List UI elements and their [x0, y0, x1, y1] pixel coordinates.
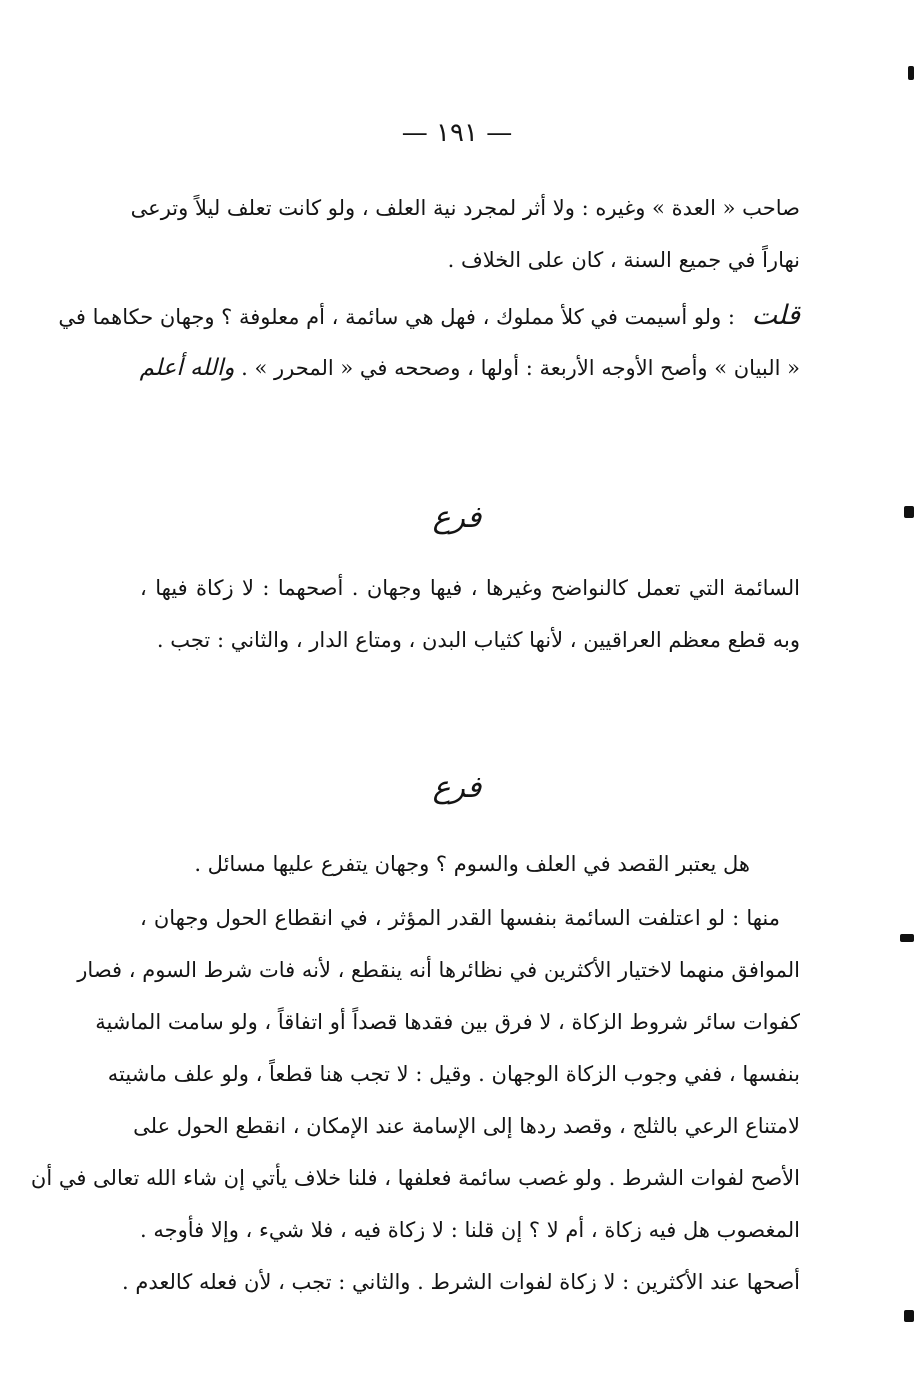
text-segment: : ولو أسيمت في كلأ مملوك ، فهل هي سائمة ، أم معلوفة ؟ وجهان حكاهما في: [58, 305, 742, 329]
text-line: وبه قطع معظم العراقيين ، لأنها كثياب البدن ، ومتاع الدار ، والثاني : تجب .: [156, 628, 800, 652]
paragraph-1: [130, 182, 800, 286]
text-line: [140, 342, 800, 394]
scan-margin-mark: [904, 506, 914, 518]
section-heading: فرع: [432, 770, 482, 805]
text-line: كفوات سائر شروط الزكاة ، لا فرق بين فقدها قصداً أو اتفاقاً ، ولو سامت الماشية: [95, 1010, 800, 1034]
text-line: المغصوب هل فيه زكاة ، أم لا ؟ إن قلنا : لا زكاة فيه ، فلا شيء ، وإلا فأوجه .: [140, 1218, 800, 1242]
text-line: منها : لو اعتلفت السائمة بنفسها القدر المؤثر ، في انقطاع الحول وجهان ،: [140, 906, 780, 930]
text-line: هل يعتبر القصد في العلف والسوم ؟ وجهان يتفرع عليها مسائل .: [194, 852, 750, 876]
text-line: الأصح لفوات الشرط . ولو غصب سائمة فعلفها ، فلنا خلاف يأتي إن شاء الله تعالى في أن: [30, 1166, 800, 1190]
scan-margin-mark: [904, 1310, 914, 1322]
text-line: الموافق منهما لاختيار الأكثرين في نظائرها أنه ينقطع ، لأنه فات شرط السوم ، فصار: [77, 958, 800, 982]
text-line: لامتناع الرعي بالثلج ، وقصد ردها إلى الإسامة عند الإمكان ، انقطع الحول على: [133, 1114, 800, 1138]
paragraph-4: [140, 838, 800, 890]
page-number: — ١٩١ —: [401, 118, 513, 148]
section-heading: فرع: [432, 500, 482, 535]
paragraph-5: [30, 892, 800, 1308]
text-line: صاحب « العدة » وغيره : ولا أثر لمجرد نية العلف ، ولو كانت تعلف ليلاً وترعى: [130, 196, 800, 220]
paragraph-3: [140, 562, 800, 666]
text-line: أصحها عند الأكثرين : لا زكاة لفوات الشرط . والثاني : تجب ، لأن فعله كالعدم .: [121, 1270, 800, 1294]
text-segment: « البيان » وأصح الأوجه الأربعة : أولها ، وصححه في « المحرر » .: [241, 356, 800, 380]
qult-label: قلت: [751, 300, 800, 331]
closing-formula: والله أعلم: [139, 355, 235, 381]
text-line: بنفسها ، ففي وجوب الزكاة الوجهان . وقيل : لا تجب هنا قطعاً ، ولو علف ماشيته: [107, 1062, 800, 1086]
scan-margin-mark: [908, 66, 914, 80]
text-line: [58, 290, 800, 342]
scan-margin-mark: [900, 934, 914, 942]
text-line: نهاراً في جميع السنة ، كان على الخلاف .: [447, 248, 800, 272]
paragraph-2: [58, 290, 800, 394]
text-line: السائمة التي تعمل كالنواضح وغيرها ، فيها وجهان . أصحهما : لا زكاة فيها ،: [140, 576, 800, 600]
